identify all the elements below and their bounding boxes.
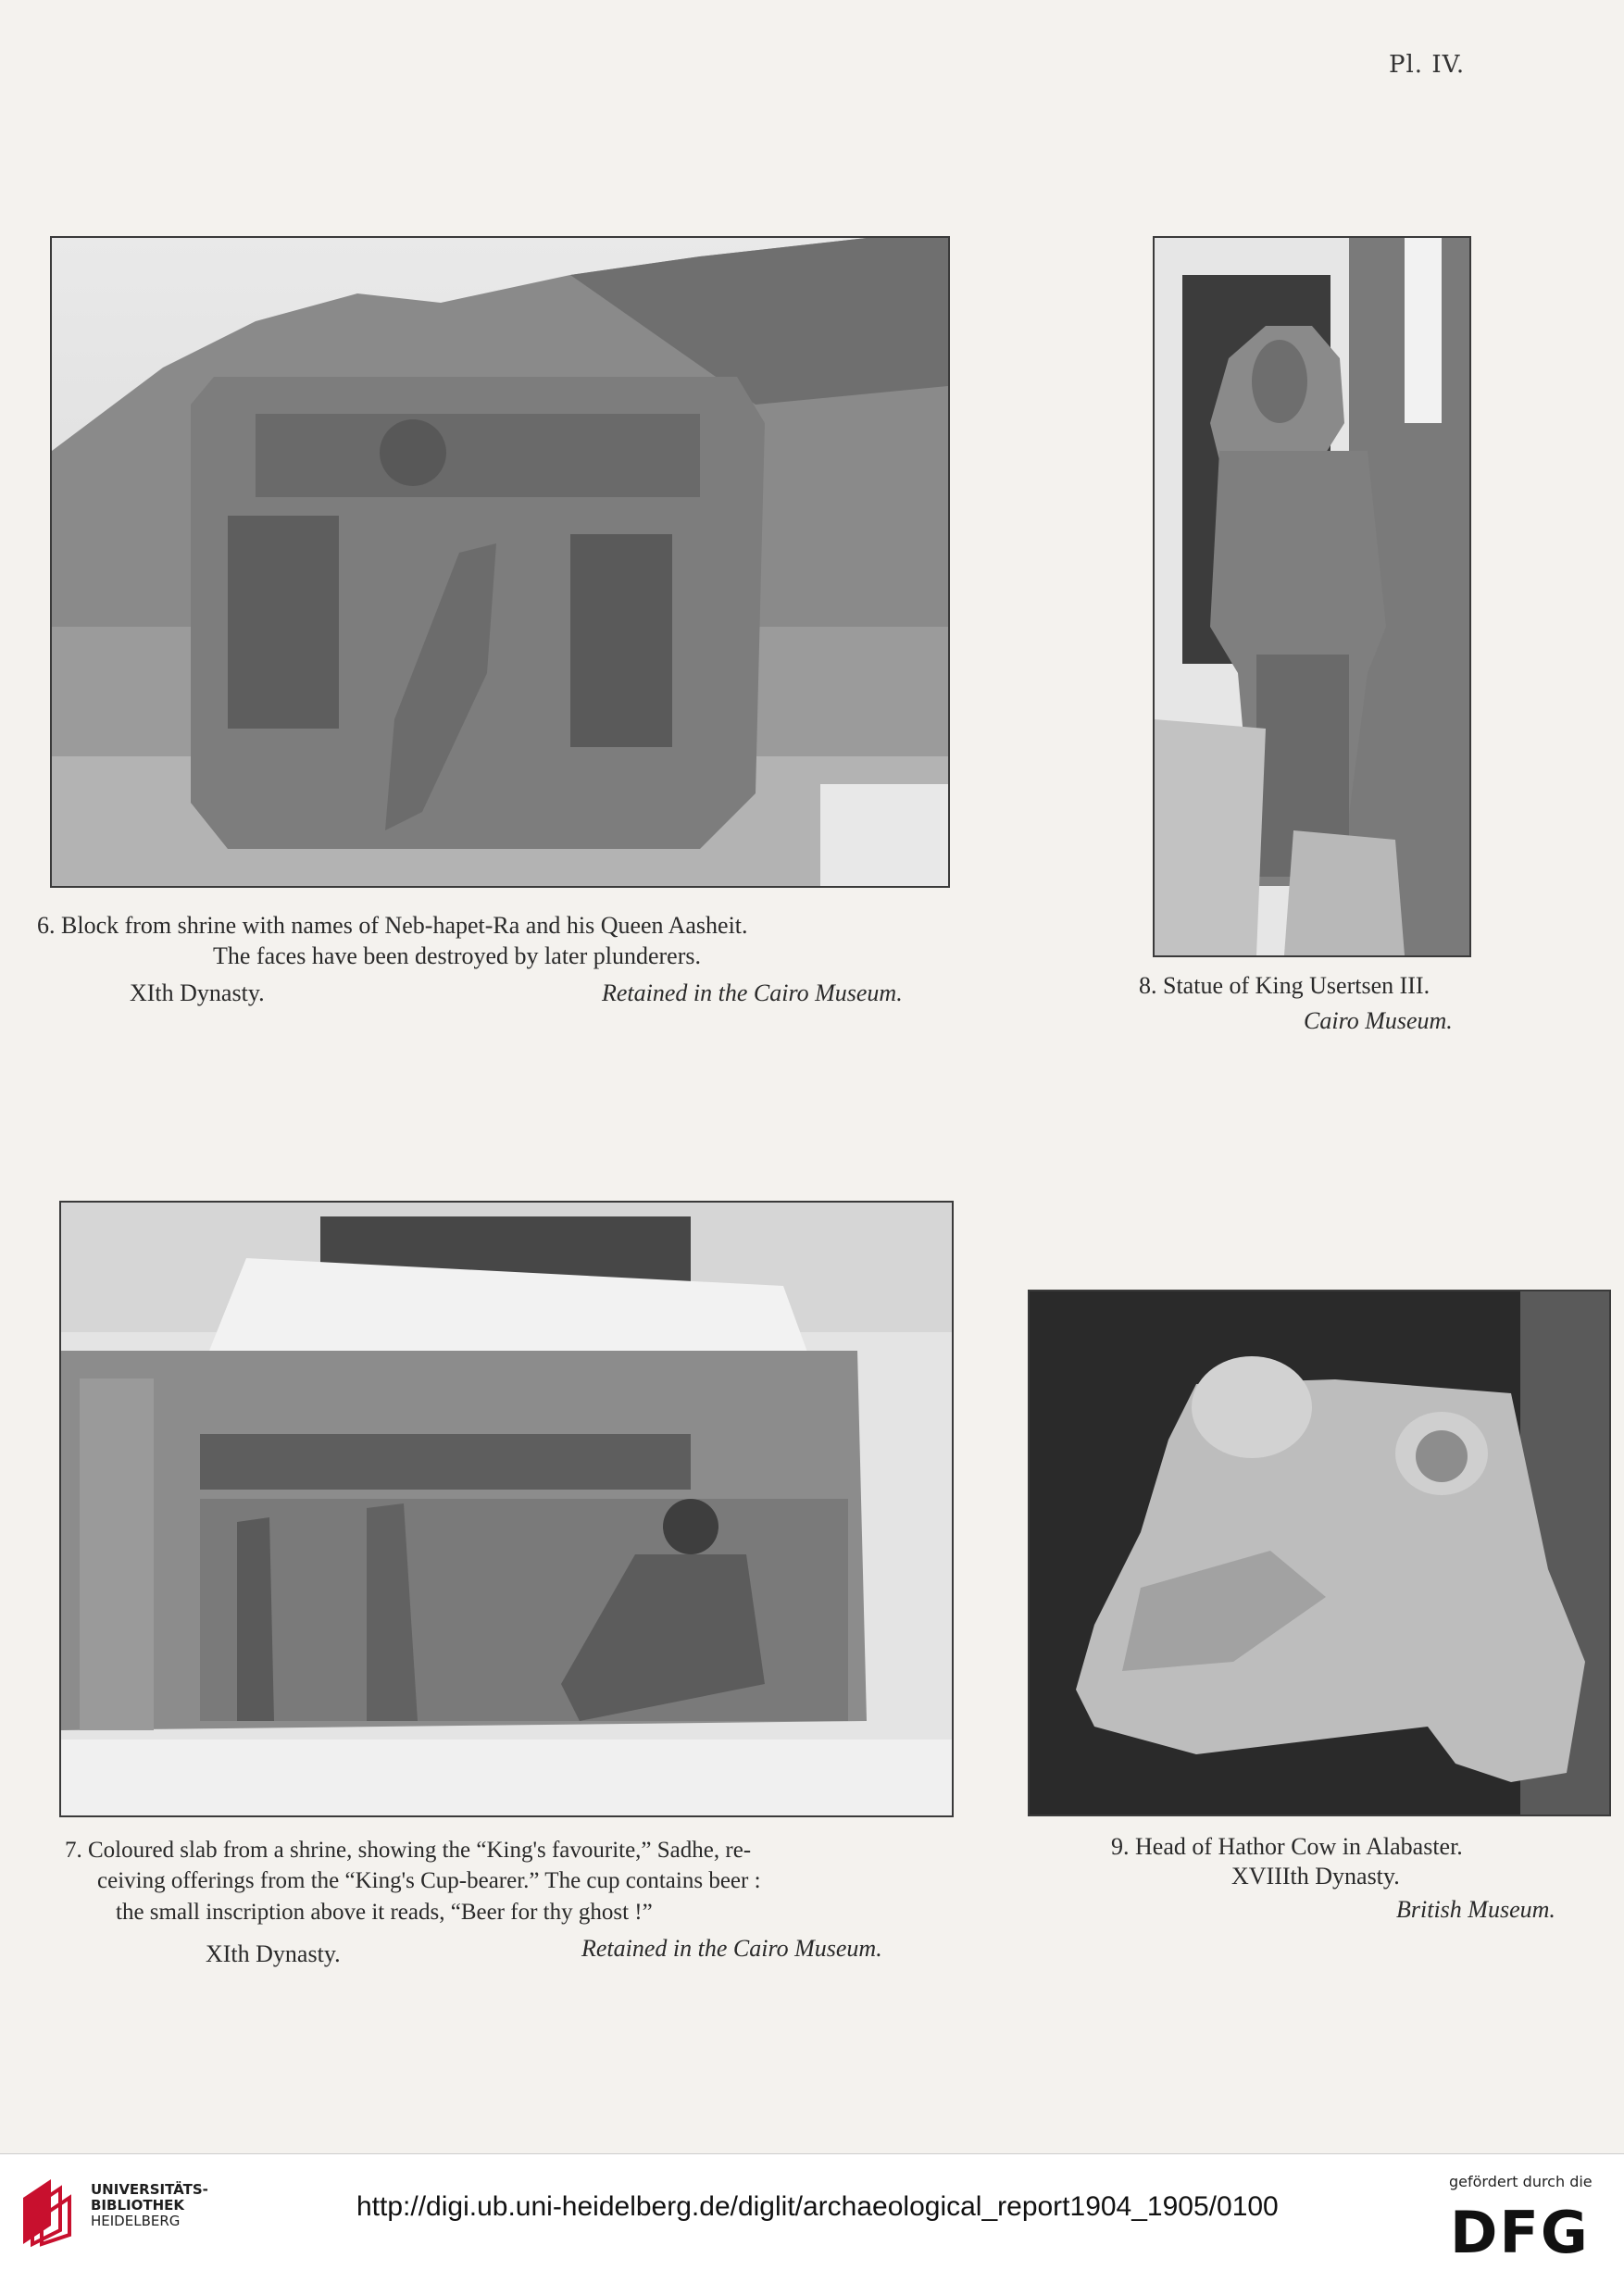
figure-7-caption-line-3: the small inscription above it reads, “Beer for thy ghost !”	[116, 1900, 653, 1925]
figure-7-dynasty: XIth Dynasty.	[206, 1940, 341, 1967]
figure-9-photo	[1028, 1290, 1611, 1816]
figure-8-location: Cairo Museum.	[1304, 1007, 1453, 1034]
figure-9-caption-line-1: 9. Head of Hathor Cow in Alabaster.	[1111, 1833, 1463, 1860]
figure-7-caption-line-2: ceiving offerings from the “King's Cup-bearer.” The cup contains beer :	[97, 1868, 761, 1893]
figure-8-caption: 8. Statue of King Usertsen III.	[1139, 972, 1430, 999]
funding-text: gefördert durch die	[1449, 2173, 1593, 2190]
library-name-line-2: BIBLIOTHEK	[91, 2197, 184, 2214]
dfg-logo: DFG	[1450, 2199, 1590, 2266]
library-name-line-1: UNIVERSITÄTS-	[91, 2181, 208, 2198]
figure-6-caption-line-2: The faces have been destroyed by later plunderers.	[213, 942, 701, 969]
university-library-logo	[19, 2175, 74, 2249]
figure-6-photo	[50, 236, 950, 888]
figure-6-dynasty: XIth Dynasty.	[130, 979, 265, 1006]
figure-8-photo	[1153, 236, 1471, 957]
figure-9-location: British Museum.	[1396, 1896, 1555, 1923]
figure-6-location: Retained in the Cairo Museum.	[602, 979, 903, 1006]
digitization-footer	[0, 2153, 1624, 2270]
figure-6-caption-line-1: 6. Block from shrine with names of Neb-hapet-Ra and his Queen Aasheit.	[37, 912, 748, 939]
permalink-url[interactable]: http://digi.ub.uni-heidelberg.de/diglit/archaeological_report1904_1905/0100	[356, 2191, 1279, 2222]
figure-7-photo	[59, 1201, 954, 1817]
plate-number: Pl. IV.	[1389, 51, 1466, 79]
library-name-line-3: HEIDELBERG	[91, 2213, 181, 2229]
figure-7-location: Retained in the Cairo Museum.	[581, 1935, 882, 1962]
figure-9-caption-line-2: XVIIIth Dynasty.	[1231, 1863, 1400, 1890]
library-name	[91, 2182, 208, 2229]
figure-7-caption-line-1: 7. Coloured slab from a shrine, showing the “King's favourite,” Sadhe, re-	[65, 1838, 752, 1863]
